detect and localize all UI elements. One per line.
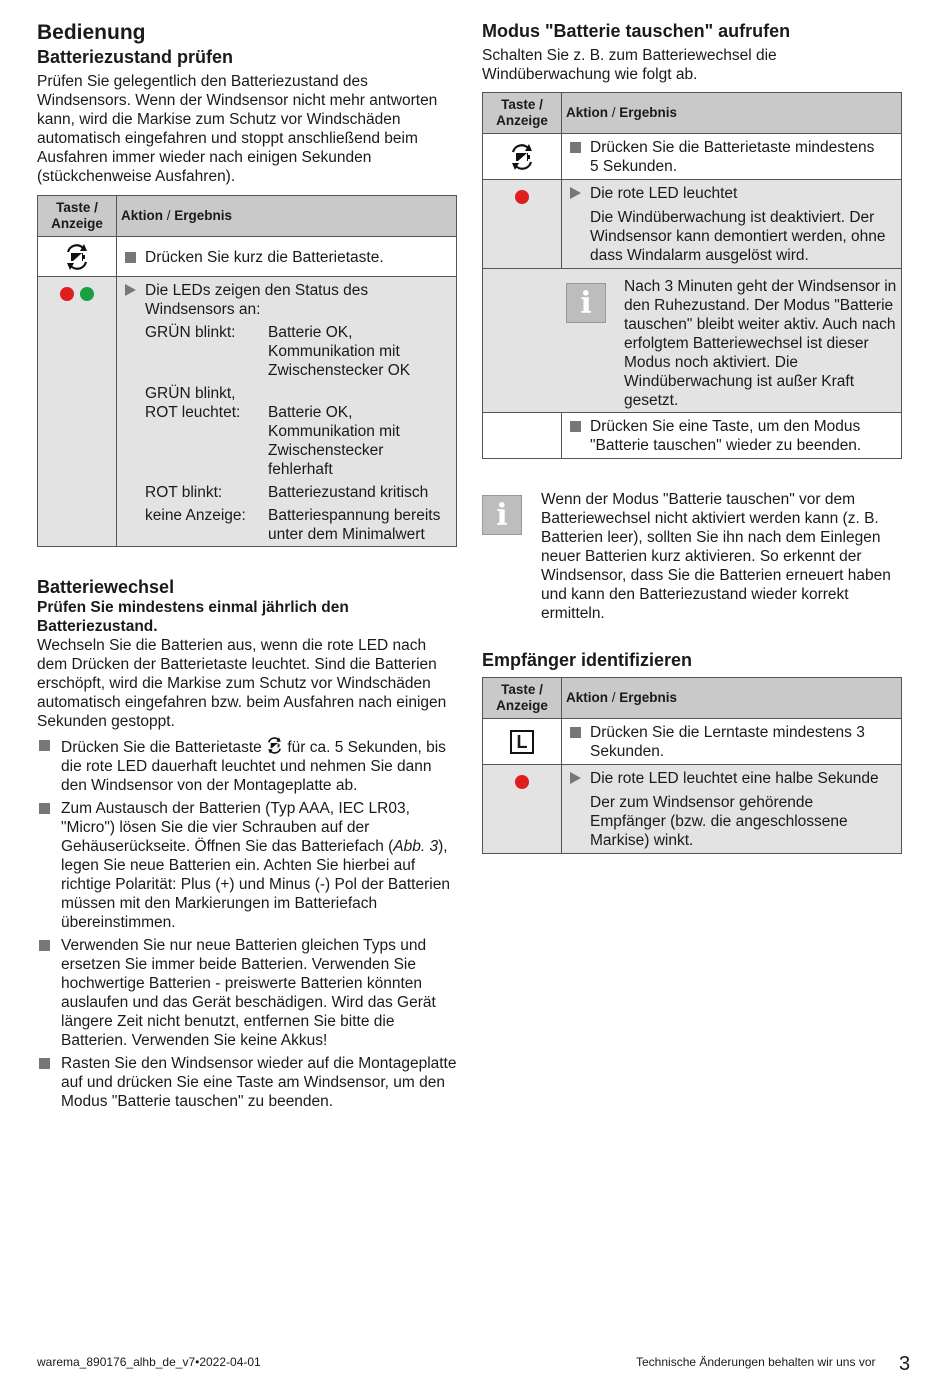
led-green-icon xyxy=(80,287,94,301)
led-red-icon xyxy=(60,287,74,301)
led-cell xyxy=(38,277,117,547)
deactivation-text: Die Windüberwachung ist deaktiviert. Der Windsensor kann demontiert werden, ohne dass Windalarm ausgelöst wird. xyxy=(590,209,886,264)
arrow-result-icon xyxy=(125,284,136,296)
section-title-identify-receiver: Empfänger identifizieren xyxy=(482,650,693,670)
square-bullet-icon xyxy=(570,142,581,153)
table-header-action: Aktion / Ergebnis xyxy=(562,678,902,719)
square-bullet-icon xyxy=(570,421,581,432)
info-icon: i xyxy=(566,283,606,323)
info-text: Nach 3 Minuten geht der Windsensor in den Ruhezustand. Der Modus "Batterie tauschen" bleibt weiter aktiv. Auch nach erfolgtem Batteriewechsel ist dieser Modus noch aktiviert. Die Windüberwachung ist außer Kraft gesetzt. xyxy=(624,278,897,409)
table-header-action: Aktion / Ergebnis xyxy=(562,93,902,134)
battery-mode-intro: Schalten Sie z. B. zum Batteriewechsel die Windüberwachung wie folgt ab. xyxy=(482,47,777,83)
status-value: Batteriespannung bereits unter dem Minimalwert xyxy=(268,507,441,543)
page-number: 3 xyxy=(899,1353,911,1375)
battery-change-bold-intro: Prüfen Sie mindestens einmal jährlich den Batteriezustand. xyxy=(37,599,349,635)
battery-check-table xyxy=(37,195,457,547)
table-header-action: Aktion / Ergebnis xyxy=(117,196,457,237)
status-key: GRÜN blinkt: xyxy=(145,324,236,341)
table-row: Die rote LED leuchtet eine halbe Sekunde Der zum Windsensor gehörende Empfänger (bzw. die angeschlossene Markise) winkt. xyxy=(562,765,902,854)
battery-key-icon xyxy=(64,242,90,272)
identify-table xyxy=(482,677,902,854)
table-row: Drücken Sie kurz die Batterietaste. xyxy=(117,237,457,277)
list-item: Verwenden Sie nur neue Batterien gleichen Typs und ersetzen Sie immer beide Batterien. Verwenden Sie hochwertige Batterien - preiswerte Batterien könnten auslaufen und das Gerät beschädigen. Wird das Gerät längere Zeit nicht benutzt, entfernen Sie bitte die Batterien. Verwenden Sie keine Akkus! xyxy=(37,936,457,1050)
battery-mode-table xyxy=(482,92,902,459)
status-key: ROT blinkt: xyxy=(145,484,223,501)
led-red-icon xyxy=(515,775,529,789)
list-item: Zum Austausch der Batterien (Typ AAA, IEC LR03, "Micro") lösen Sie die vier Schrauben auf der Gehäuserückseite. Öffnen Sie das Batteriefach (Abb. 3), legen Sie neue Batterien ein. Achten Sie hierbei auf richtige Polarität: Plus (+) und Minus (-) Pol der Batterien müssen mit den Markierungen im Batteriefach übereinstimmen. xyxy=(37,799,457,932)
learn-key-cell xyxy=(483,719,562,765)
led-cell xyxy=(483,180,562,269)
battery-key-icon xyxy=(266,736,283,755)
empty-key-cell xyxy=(483,413,562,459)
battery-change-intro: Wechseln Sie die Batterien aus, wenn die rote LED nach dem Drücken der Batterietaste leuchtet. Sind die Batterien erschöpft, wird die Markise zum Schutz vor Windschäden automatisch eingefahren bzw. beim Ausfahren nach einigen Sekunden gestoppt. xyxy=(37,637,447,730)
led-cell xyxy=(483,765,562,854)
table-header-key: Taste / Anzeige xyxy=(483,678,562,719)
battery-key-icon xyxy=(509,142,535,172)
square-bullet-icon xyxy=(39,940,50,951)
status-value: Batterie OK, Kommunikation mit Zwischenstecker OK xyxy=(268,324,411,379)
section-title-battery-check: Batteriezustand prüfen xyxy=(37,47,234,67)
status-key: keine Anzeige: xyxy=(145,507,246,524)
note-text: Wenn der Modus "Batterie tauschen" vor dem Batteriewechsel nicht aktiviert werden kann (z. B. Batterien leer), sollten Sie ihn nach dem Einlegen neuer Batterien kurz aktivieren. So erkennt der Windsensor, dass Sie die Batterien erneuert haben und kann den Batteriezustand wieder korrekt ermitteln. xyxy=(541,491,891,622)
square-bullet-icon xyxy=(125,252,136,263)
table-row: Drücken Sie die Lerntaste mindestens 3 Sekunden. xyxy=(562,719,902,765)
battery-key-cell xyxy=(483,134,562,180)
led-red-icon xyxy=(515,190,529,204)
section-title-battery-mode: Modus "Batterie tauschen" aufrufen xyxy=(482,21,791,41)
identify-result-text: Der zum Windsensor gehörende Empfänger (bzw. die angeschlossene Markise) winkt. xyxy=(590,794,848,849)
status-key: GRÜN blinkt, ROT leuchtet: xyxy=(145,385,241,421)
square-bullet-icon xyxy=(39,803,50,814)
section-title-battery-change: Batteriewechsel xyxy=(37,577,175,597)
status-value: Batteriezustand kritisch xyxy=(268,484,429,501)
table-row: Drücken Sie die Batterietaste mindestens 5 Sekunden. xyxy=(562,134,902,180)
right-column xyxy=(482,18,902,854)
table-header-key: Taste / Anzeige xyxy=(483,93,562,134)
table-row: Die LEDs zeigen den Status des Windsensors an: GRÜN blinkt: Batterie OK, Kommunikation mit Zwischenstecker OK GRÜN blinkt, ROT leuchtet: Batterie OK, Kommunikation mit Zwischenstecker fehlerhaft ROT blinkt: Batteriezustand kritisch keine Anzeige: Batteriespannung bereits unter dem Minimalwert xyxy=(117,277,457,547)
status-value: Batterie OK, Kommunikation mit Zwischenstecker fehlerhaft xyxy=(268,404,400,478)
battery-change-steps xyxy=(37,736,457,1111)
battery-key-cell xyxy=(38,237,117,277)
battery-check-intro: Prüfen Sie gelegentlich den Batteriezustand des Windsensors. Wenn der Windsensor nicht mehr antworten kann, wird die Markise zum Schutz vor Windschäden automatisch eingefahren und stoppt anschließend beim Ausfahren immer wieder nach einigen Sekunden (stückchenweise Ausfahren). xyxy=(37,73,438,185)
note-block xyxy=(482,490,902,623)
table-header-key: Taste / Anzeige xyxy=(38,196,117,237)
square-bullet-icon xyxy=(39,740,50,751)
page-heading: Bedienung xyxy=(37,21,146,44)
list-item: Rasten Sie den Windsensor wieder auf die Montageplatte auf und drücken Sie eine Taste am Windsensor, um den Modus "Batterie tauschen" zu beenden. xyxy=(37,1054,457,1111)
status-list xyxy=(145,323,452,544)
footer-disclaimer: Technische Änderungen behalten wir uns vor xyxy=(636,1355,876,1369)
learn-key-icon: L xyxy=(510,730,534,754)
info-cell xyxy=(483,269,902,413)
info-icon: i xyxy=(482,495,522,535)
table-row: Die rote LED leuchtet Die Windüberwachung ist deaktiviert. Der Windsensor kann demontiert werden, ohne dass Windalarm ausgelöst wird. xyxy=(562,180,902,269)
table-row: Drücken Sie eine Taste, um den Modus "Batterie tauschen" wieder zu beenden. xyxy=(562,413,902,459)
left-column xyxy=(37,18,457,1115)
square-bullet-icon xyxy=(570,727,581,738)
list-item: Drücken Sie die Batterietaste für ca. 5 Sekunden, bis die rote LED dauerhaft leuchtet und nehmen Sie dann den Windsensor von der Montageplatte ab. xyxy=(37,736,457,795)
footer-doc-id: warema_890176_alhb_de_v7•2022-04-01 xyxy=(37,1355,261,1369)
arrow-result-icon xyxy=(570,187,581,199)
arrow-result-icon xyxy=(570,772,581,784)
square-bullet-icon xyxy=(39,1058,50,1069)
